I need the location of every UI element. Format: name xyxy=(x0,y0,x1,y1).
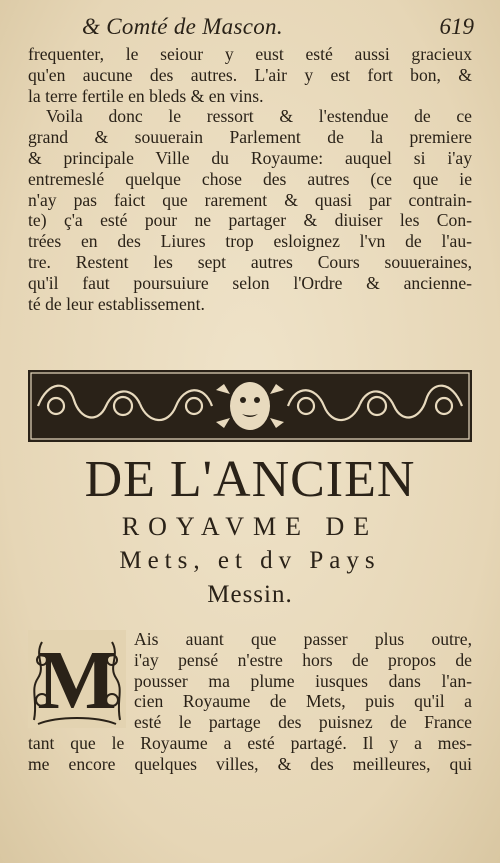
closing-paragraphs xyxy=(28,44,472,314)
text-line: esté le partage des puisnez de France xyxy=(134,712,472,733)
text-line: Ais auant que passer plus outre, xyxy=(134,629,472,649)
text-line: tre. Restent les sept autres Cours souueraines, xyxy=(28,251,472,272)
text-line: qu'il faut poursuiure selon l'Ordre & ancienne- xyxy=(28,272,472,293)
text-line: la terre fertile en bleds & en vins. xyxy=(28,85,264,106)
chapter-subtitle-line-3: Messin. xyxy=(207,581,293,608)
chapter-subtitle-line-1: ROYAVME DE xyxy=(121,512,379,541)
text-line: grand & souuerain Parlement de la premiere xyxy=(28,127,472,148)
text-line: & principale Ville du Royaume: auquel si i'ay xyxy=(28,147,472,168)
decorated-initial xyxy=(28,630,126,728)
text-line: tant que le Royaume a esté partagé. Il y a mes- xyxy=(28,733,472,753)
page-number: 619 xyxy=(439,14,474,39)
text-line: me encore quelques villes, & des meilleures, qui xyxy=(28,753,472,774)
page-header xyxy=(82,14,474,44)
chapter-subtitle-line-2: Mets, et dv Pays xyxy=(119,547,381,574)
text-line: te) ç'a esté pour ne partager & diuiser les Con- xyxy=(28,210,472,231)
text-line: qu'en aucune des autres. L'air y est fort bon, & xyxy=(28,64,472,85)
text-line: pousser ma plume iusques dans l'an- xyxy=(134,670,472,691)
text-line: Voila donc le ressort & l'estendue de ce xyxy=(46,106,472,127)
text-line: entremeslé quelque chose des autres (ce que ie xyxy=(28,168,472,189)
running-title: & Comté de Mascon. xyxy=(82,14,283,39)
opening-paragraph-continued xyxy=(28,733,472,775)
text-line: i'ay pensé n'estre hors de propos de xyxy=(134,649,472,670)
initial-letter: M xyxy=(37,634,117,727)
opening-paragraph xyxy=(134,629,472,733)
text-line: n'ay pas faict que rarement & quasi par contrain- xyxy=(28,189,472,210)
text-line: frequenter, le seiour y eust esté aussi gracieux xyxy=(28,44,472,64)
text-line: té de leur establissement. xyxy=(28,293,205,314)
chapter-title: DE L'ANCIEN xyxy=(84,451,416,508)
text-line: trées en des Liures trop esloignez l'vn de l'au- xyxy=(28,231,472,252)
headpiece-ornament xyxy=(28,370,472,442)
text-line: cien Royaume de Mets, puis qu'il a xyxy=(134,691,472,712)
